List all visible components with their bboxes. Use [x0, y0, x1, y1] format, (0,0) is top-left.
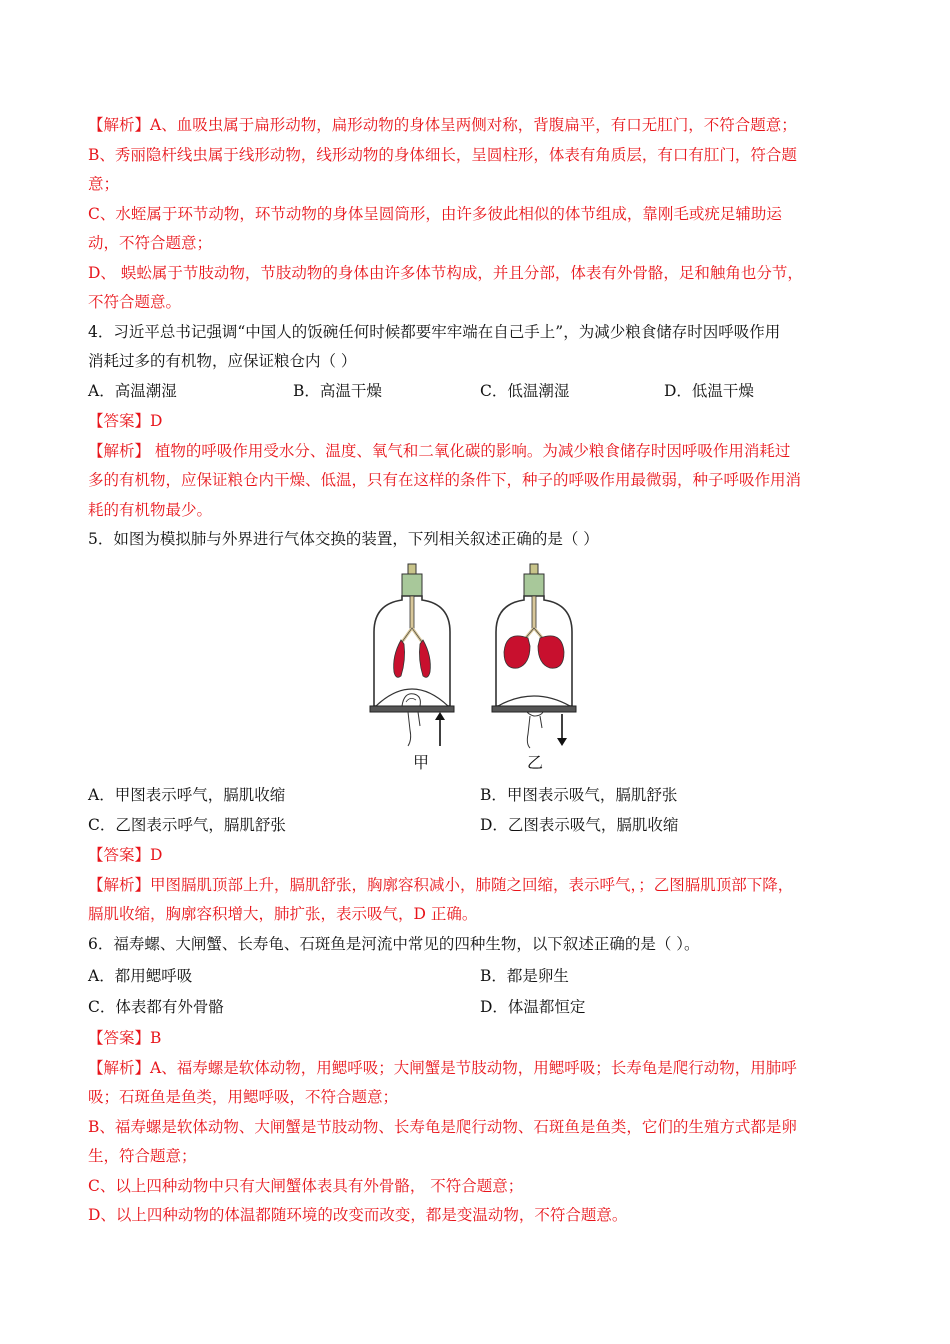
q5-option-d: D．乙图表示吸气，膈肌收缩: [480, 816, 679, 834]
bell-jar-right: [492, 564, 576, 748]
q5-option-c: C．乙图表示呼气，膈肌舒张: [88, 816, 286, 834]
q3-explanation-b-cont: 意；: [88, 175, 120, 193]
q6-explanation-a-cont: 吸；石斑鱼是鱼类，用鳃呼吸，不符合题意；: [88, 1088, 399, 1106]
q6-option-d: D．体温都恒定: [480, 998, 586, 1016]
q5-explanation: 【解析】甲图膈肌顶部上升，膈肌舒张，胸廓容积减小，肺随之回缩，表示呼气，；乙图膈肌顶部下降，: [88, 876, 794, 894]
q6-stem: 6．福寿螺、大闸蟹、长寿龟、石斑鱼是河流中常见的四种生物，以下叙述正确的是（ ）。: [88, 935, 700, 953]
q4-option-b: B．高温干燥: [293, 382, 382, 400]
q4-explanation-3: 耗的有机物最少。: [88, 501, 213, 519]
q6-explanation-b-cont: 生，符合题意；: [88, 1147, 197, 1165]
q5-explanation-2: 膈肌收缩，胸廓容积增大，肺扩张，表示吸气，D 正确。: [88, 905, 478, 923]
q5-option-a: A．甲图表示呼气，膈肌收缩: [88, 786, 286, 804]
q4-option-a: A．高温潮湿: [88, 382, 177, 400]
q3-explanation-d-cont: 不符合题意。: [88, 293, 182, 311]
q3-explanation-a: 【解析】A、血吸虫属于扁形动物，扁形动物的身体呈两侧对称，背腹扁平，有口无肛门，不符合题意；: [88, 116, 797, 134]
q6-explanation-d: D、以上四种动物的体温都随环境的改变而改变，都是变温动物，不符合题意。: [88, 1206, 628, 1224]
figure-label-yi: 乙: [527, 753, 544, 772]
q4-explanation: 【解析】 植物的呼吸作用受水分、温度、氧气和二氧化碳的影响。为减少粮食储存时因呼吸作用消耗过: [88, 442, 791, 460]
q4-explanation-2: 多的有机物，应保证粮仓内干燥、低温，只有在这样的条件下，种子的呼吸作用最微弱，种子呼吸作用消: [88, 471, 802, 489]
q6-explanation-c: C、以上四种动物中只有大闸蟹体表具有外骨骼， 不符合题意；: [88, 1177, 524, 1195]
q4-answer: 【答案】D: [88, 412, 163, 430]
bell-jar-left: [370, 564, 454, 746]
q4-option-c: C．低温潮湿: [480, 382, 570, 400]
q6-explanation-b: B、福寿螺是软体动物、大闸蟹是节肢动物、长寿龟是爬行动物、石斑鱼是鱼类，它们的生殖方式都是卵: [88, 1118, 797, 1136]
q4-stem: 4．习近平总书记强调“中国人的饭碗任何时候都要牢牢端在自己手上”，为减少粮食储存时因呼吸作用: [88, 323, 781, 341]
figure-label-jia: 甲: [413, 753, 430, 772]
q3-explanation-b: B、秀丽隐杆线虫属于线形动物，线形动物的身体细长，呈圆柱形，体表有角质层，有口有肛门，符合题: [88, 146, 797, 164]
q4-stem-cont: 消耗过多的有机物，应保证粮仓内（ ）: [88, 352, 357, 370]
q6-option-b: B．都是卵生: [480, 967, 569, 985]
q5-answer: 【答案】D: [88, 846, 163, 864]
lung-model-figure: [368, 560, 590, 778]
q3-explanation-d: D、 蜈蚣属于节肢动物，节肢动物的身体由许多体节构成，并且分部，体表有外骨骼，足和触角也分节，: [88, 264, 803, 282]
q3-explanation-c: C、水蛭属于环节动物，环节动物的身体呈圆筒形，由许多彼此相似的体节组成，靠刚毛或疣足辅助运: [88, 205, 782, 223]
bell-jar-diagram: [368, 560, 590, 778]
q3-explanation-c-cont: 动，不符合题意；: [88, 234, 213, 252]
q4-option-d: D．低温干燥: [664, 382, 754, 400]
q6-explanation-a: 【解析】A、福寿螺是软体动物，用鳃呼吸；大闸蟹是节肢动物，用鳃呼吸；长寿龟是爬行动物，用肺呼: [88, 1059, 797, 1077]
q6-option-c: C．体表都有外骨骼: [88, 998, 224, 1016]
q5-stem: 5．如图为模拟肺与外界进行气体交换的装置，下列相关叙述正确的是（ ）: [88, 530, 599, 548]
q5-option-b: B．甲图表示吸气，膈肌舒张: [480, 786, 678, 804]
q6-answer: 【答案】B: [88, 1029, 162, 1047]
q6-option-a: A．都用鳃呼吸: [88, 967, 193, 985]
